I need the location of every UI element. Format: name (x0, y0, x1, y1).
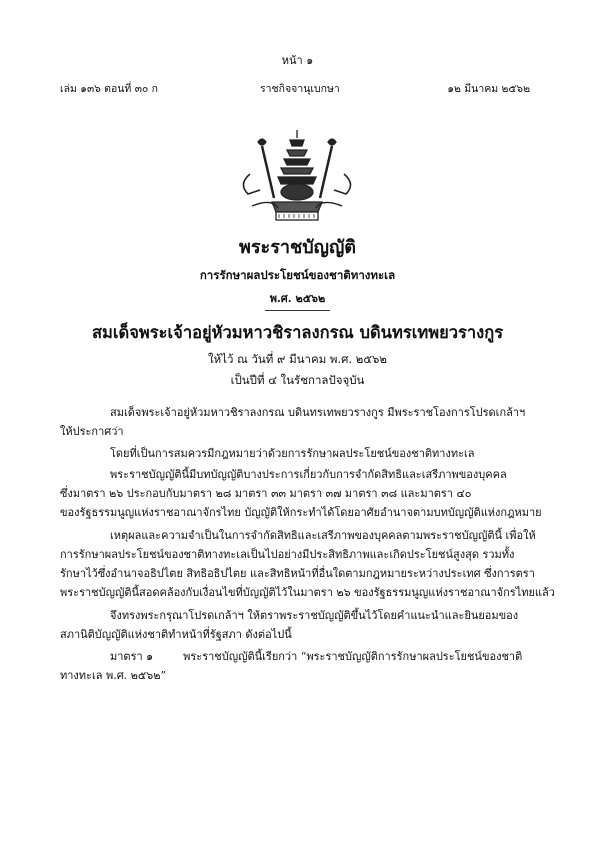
paragraph-line: การรักษาผลประโยชน์ของชาติทางทะเลเป็นไปอย่างมีประสิทธิภาพและเกิดประโยชน์สูงสุด รวมทั้ง (60, 548, 515, 561)
section-1 (60, 647, 530, 685)
gazette-header (60, 80, 530, 94)
title-divider (265, 310, 330, 311)
paragraph-rights-limitation (60, 465, 542, 522)
paragraph-rationale (60, 444, 530, 463)
royal-crown-emblem-icon (232, 128, 362, 228)
section-label: มาตรา ๑ (110, 650, 154, 663)
paragraph-necessity (60, 526, 555, 602)
reign-year: เป็นปีที่ ๔ ในรัชกาลปัจจุบัน (230, 373, 365, 387)
header-page-number: หน้า ๑ (281, 54, 314, 67)
king-name: สมเด็จพระเจ้าอยู่หัวมหาวชิราลงกรณ บดินทรเทพยวรางกูร (91, 323, 504, 342)
document-year: พ.ศ. ๒๕๖๒ (269, 292, 326, 305)
paragraph-line: จึงทรงพระกรุณาโปรดเกล้าฯ ให้ตราพระราชบัญญัติขึ้นไว้โดยคำแนะนำและยินยอมของ (110, 609, 519, 622)
section-text: พระราชบัญญัตินี้เรียกว่า “พระราชบัญญัติการรักษาผลประโยชน์ของชาติ (183, 650, 523, 663)
paragraph-line: รักษาไว้ซึ่งอำนาจอธิปไตย สิทธิอธิปไตย และสิทธิหน้าที่อื่นใดตามกฎหมายระหว่างประเทศ ซึ่งการตรา (60, 567, 535, 580)
volume-issue: เล่ม ๑๓๖ ตอนที่ ๓๐ ก (60, 83, 158, 95)
document-title: พระราชบัญญัติ (239, 237, 356, 258)
document-subtitle: การรักษาผลประโยชน์ของชาติทางทะเล (199, 268, 396, 282)
section-1-line (60, 647, 530, 666)
paragraph-line: พระราชบัญญัตินี้มีบทบัญญัติบางประการเกี่ยวกับการจำกัดสิทธิและเสรีภาพของบุคคล (110, 468, 507, 481)
paragraph-line: พระราชบัญญัตินี้สอดคล้องกับเงื่อนไขที่บัญญัติไว้ในมาตรา ๒๖ ของรัฐธรรมนูญแห่งราชอาณาจักรไทยแล้ว (60, 586, 555, 599)
paragraph-enactment (60, 606, 530, 644)
paragraph-line: ซึ่งมาตรา ๒๖ ประกอบกับมาตรา ๒๘ มาตรา ๓๓ มาตรา ๓๗ มาตรา ๓๘ และมาตรา ๔๐ (60, 487, 472, 500)
paragraph-line: ให้ประกาศว่า (60, 425, 124, 438)
paragraph-proclamation (60, 403, 530, 441)
paragraph-line: ของรัฐธรรมนูญแห่งราชอาณาจักรไทย บัญญัติให้กระทำได้โดยอาศัยอำนาจตามบทบัญญัติแห่งกฎหมาย (60, 506, 542, 519)
gazette-date: ๑๒ มีนาคม ๒๕๖๒ (447, 83, 530, 95)
given-date: ให้ไว้ ณ วันที่ ๙ มีนาคม พ.ศ. ๒๕๖๒ (208, 352, 387, 366)
paragraph-line: สมเด็จพระเจ้าอยู่หัวมหาวชิราลงกรณ บดินทรเทพยวรางกูร มีพระราชโองการโปรดเกล้าฯ (110, 406, 526, 419)
paragraph-line: เหตุผลและความจำเป็นในการจำกัดสิทธิและเสรีภาพของบุคคลตามพระราชบัญญัตินี้ เพื่อให้ (110, 529, 536, 542)
paragraph-line: โดยที่เป็นการสมควรมีกฎหมายว่าด้วยการรักษาผลประโยชน์ของชาติทางทะเล (110, 447, 475, 460)
gazette-name: ราชกิจจานุเบกษา (260, 83, 340, 95)
paragraph-line: สภานิติบัญญัติแห่งชาติทำหน้าที่รัฐสภา ดังต่อไปนี้ (60, 628, 292, 641)
section-1-line: ทางทะเล พ.ศ. ๒๕๖๒” (60, 669, 167, 682)
